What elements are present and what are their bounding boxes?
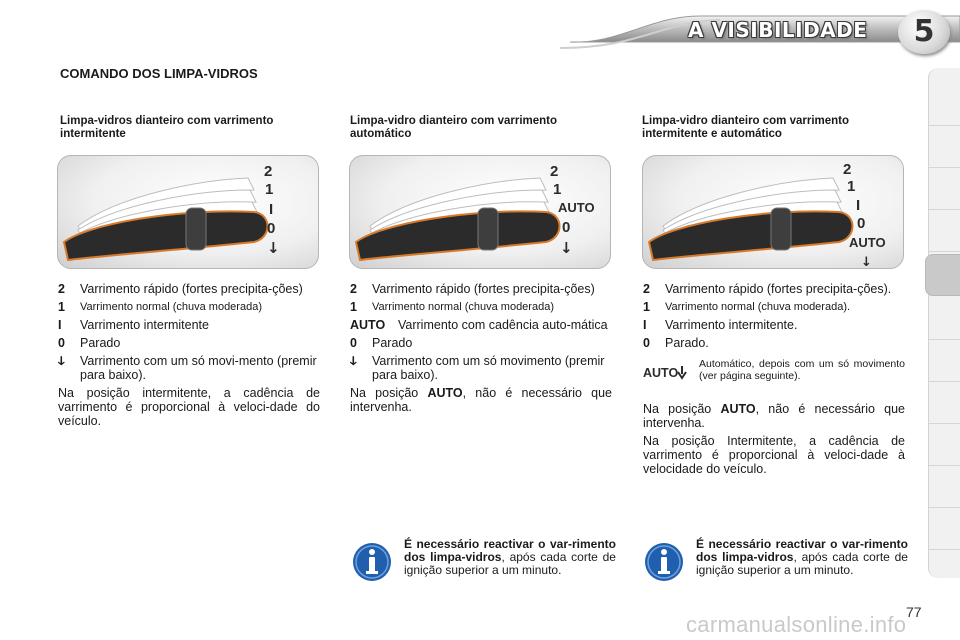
column-2-legend bbox=[350, 282, 612, 414]
column-3-title: Limpa-vidro dianteiro com varrimento intermitente e automático bbox=[642, 115, 850, 140]
chapter-tab[interactable] bbox=[929, 382, 960, 424]
info-note-body: , após cada corte de ignição superior a um minuto. bbox=[404, 550, 616, 577]
stalk-arrow-down: ↓ bbox=[267, 239, 280, 257]
stalk-label-0: 0 bbox=[562, 219, 571, 236]
legend-key: 0 bbox=[58, 336, 65, 350]
legend-item bbox=[643, 318, 905, 332]
legend-text: Varrimento com um só movi-mento (premir para baixo). bbox=[80, 354, 317, 382]
legend-text: Varrimento intermitente. bbox=[665, 318, 798, 332]
chapter-tab[interactable] bbox=[929, 168, 960, 210]
stalk-label-0: 0 bbox=[857, 215, 866, 232]
chapter-tab[interactable] bbox=[929, 424, 960, 466]
stalk-label-1: 1 bbox=[265, 181, 274, 198]
legend-item bbox=[350, 300, 612, 314]
chapter-tab[interactable] bbox=[929, 466, 960, 508]
legend-item bbox=[58, 282, 320, 296]
legend-item bbox=[58, 354, 320, 382]
legend-text: Varrimento com cadência auto-mática bbox=[398, 318, 608, 332]
stalk-label-auto: AUTO bbox=[558, 200, 595, 215]
column-1-note: Na posição intermitente, a cadência de varrimento é proporcional à veloci-dade do veículo. bbox=[58, 386, 320, 428]
chapter-badge bbox=[898, 10, 950, 54]
legend-item bbox=[350, 336, 612, 350]
page-number: 77 bbox=[906, 604, 922, 620]
auto-legend-row bbox=[643, 358, 905, 392]
note-text: Na posição bbox=[643, 402, 721, 416]
info-note-body: , após cada corte de ignição superior a um minuto. bbox=[696, 550, 908, 577]
legend-item bbox=[350, 318, 612, 332]
legend-item bbox=[58, 300, 320, 314]
note-text: , não é necessário que intervenha. bbox=[350, 386, 612, 414]
legend-key: 1 bbox=[58, 300, 65, 314]
legend-text: Parado bbox=[372, 336, 413, 350]
watermark: carmanualsonline.info bbox=[686, 612, 907, 637]
auto-down-icon bbox=[643, 364, 689, 380]
legend-key: 2 bbox=[643, 282, 650, 296]
legend-key: 0 bbox=[643, 336, 650, 350]
note-bold: AUTO bbox=[427, 386, 463, 400]
legend-item bbox=[58, 336, 320, 350]
info-note-1 bbox=[352, 538, 617, 598]
info-note-text bbox=[696, 538, 908, 577]
legend-key: 0 bbox=[350, 336, 357, 350]
legend-text: Varrimento rápido (fortes precipita-ções). bbox=[665, 282, 892, 296]
stalk-label-i: I bbox=[856, 197, 861, 214]
legend-item bbox=[643, 336, 905, 350]
wiper-stalk-illustration-2 bbox=[349, 155, 611, 269]
stalk-arrow-down: ↓ bbox=[560, 239, 573, 257]
legend-text: Varrimento normal (chuva moderada) bbox=[80, 301, 262, 313]
legend-text: Varrimento intermitente bbox=[80, 318, 209, 332]
legend-key: 1 bbox=[643, 300, 650, 314]
wiper-stalk-illustration-3 bbox=[642, 155, 904, 269]
note-bold: AUTO bbox=[720, 402, 756, 416]
chapter-tab[interactable] bbox=[929, 340, 960, 382]
info-note-text bbox=[404, 538, 616, 577]
info-note-bold: É necessário reactivar o var-rimento dos limpa-vidros bbox=[404, 537, 616, 564]
legend-key: ↆ bbox=[58, 354, 65, 368]
legend-key: I bbox=[58, 318, 62, 332]
column-3-note bbox=[643, 402, 905, 430]
info-note-2 bbox=[644, 538, 909, 598]
chapter-tab[interactable] bbox=[929, 126, 960, 168]
note-text: Na posição bbox=[350, 386, 428, 400]
chapter-tabs bbox=[928, 68, 960, 578]
stalk-ring bbox=[478, 208, 498, 250]
stalk-label-i: I bbox=[269, 201, 274, 218]
stalk-label-auto: AUTO bbox=[849, 235, 886, 250]
section-title: COMANDO DOS LIMPA-VIDROS bbox=[60, 66, 258, 81]
stalk-label-2: 2 bbox=[843, 161, 852, 178]
stalk-ring bbox=[771, 208, 791, 250]
legend-item bbox=[350, 354, 612, 382]
note-text: , não é necessário que intervenha. bbox=[643, 402, 905, 430]
chapter-tab[interactable] bbox=[929, 298, 960, 340]
stalk-label-1: 1 bbox=[847, 178, 856, 195]
wiper-stalk-illustration-1 bbox=[57, 155, 319, 269]
legend-key: AUTO bbox=[350, 318, 386, 332]
legend-key: ↆ bbox=[350, 354, 357, 368]
legend-item bbox=[643, 300, 905, 314]
legend-key: 1 bbox=[350, 300, 357, 314]
chapter-tab-active[interactable] bbox=[925, 254, 960, 296]
legend-key: 2 bbox=[58, 282, 65, 296]
column-2-title: Limpa-vidro dianteiro com varrimento automático bbox=[350, 115, 558, 140]
legend-item bbox=[58, 318, 320, 332]
auto-badge-label: AUTO bbox=[643, 366, 679, 380]
chapter-tab[interactable] bbox=[929, 210, 960, 252]
stalk-label-2: 2 bbox=[550, 163, 559, 180]
info-note-bold: É necessário reactivar o var-rimento dos limpa-vidros bbox=[696, 537, 908, 564]
chapter-title: A VISIBILIDADE bbox=[688, 18, 868, 42]
legend-text: Varrimento com um só movimento (premir para baixo). bbox=[372, 354, 605, 382]
column-1-legend bbox=[58, 282, 320, 428]
stalk-label-1: 1 bbox=[553, 181, 562, 198]
chapter-tab[interactable] bbox=[929, 84, 960, 126]
legend-text: Varrimento rápido (fortes precipita-ções) bbox=[372, 282, 595, 296]
column-2-note bbox=[350, 386, 612, 414]
legend-key: I bbox=[643, 318, 647, 332]
column-1-title: Limpa-vidros dianteiro com varrimento intermitente bbox=[60, 115, 274, 140]
legend-item bbox=[350, 282, 612, 296]
stalk-label-2: 2 bbox=[264, 163, 273, 180]
column-3-note-2: Na posição Intermitente, a cadência de varrimento é proporcional à veloci-dade à velocidade do veículo. bbox=[643, 434, 905, 476]
info-icon bbox=[644, 542, 684, 582]
legend-text: Parado bbox=[80, 336, 121, 350]
stalk-ring bbox=[186, 208, 206, 250]
legend-key: 2 bbox=[350, 282, 357, 296]
info-icon bbox=[352, 542, 392, 582]
chapter-number: 5 bbox=[913, 14, 935, 49]
legend-text: Varrimento rápido (fortes precipita-ções) bbox=[80, 282, 303, 296]
stalk-label-0: 0 bbox=[267, 220, 276, 237]
column-3-legend bbox=[643, 282, 905, 476]
chapter-tab[interactable] bbox=[929, 508, 960, 550]
auto-legend-text: Automático, depois com um só movimento (ver página seguinte). bbox=[699, 358, 905, 382]
legend-text: Parado. bbox=[665, 336, 709, 350]
stalk-arrow-down: ↓ bbox=[861, 255, 872, 269]
legend-item bbox=[643, 282, 905, 296]
legend-text: Varrimento normal (chuva moderada). bbox=[665, 301, 851, 313]
legend-text: Varrimento normal (chuva moderada) bbox=[372, 301, 554, 313]
